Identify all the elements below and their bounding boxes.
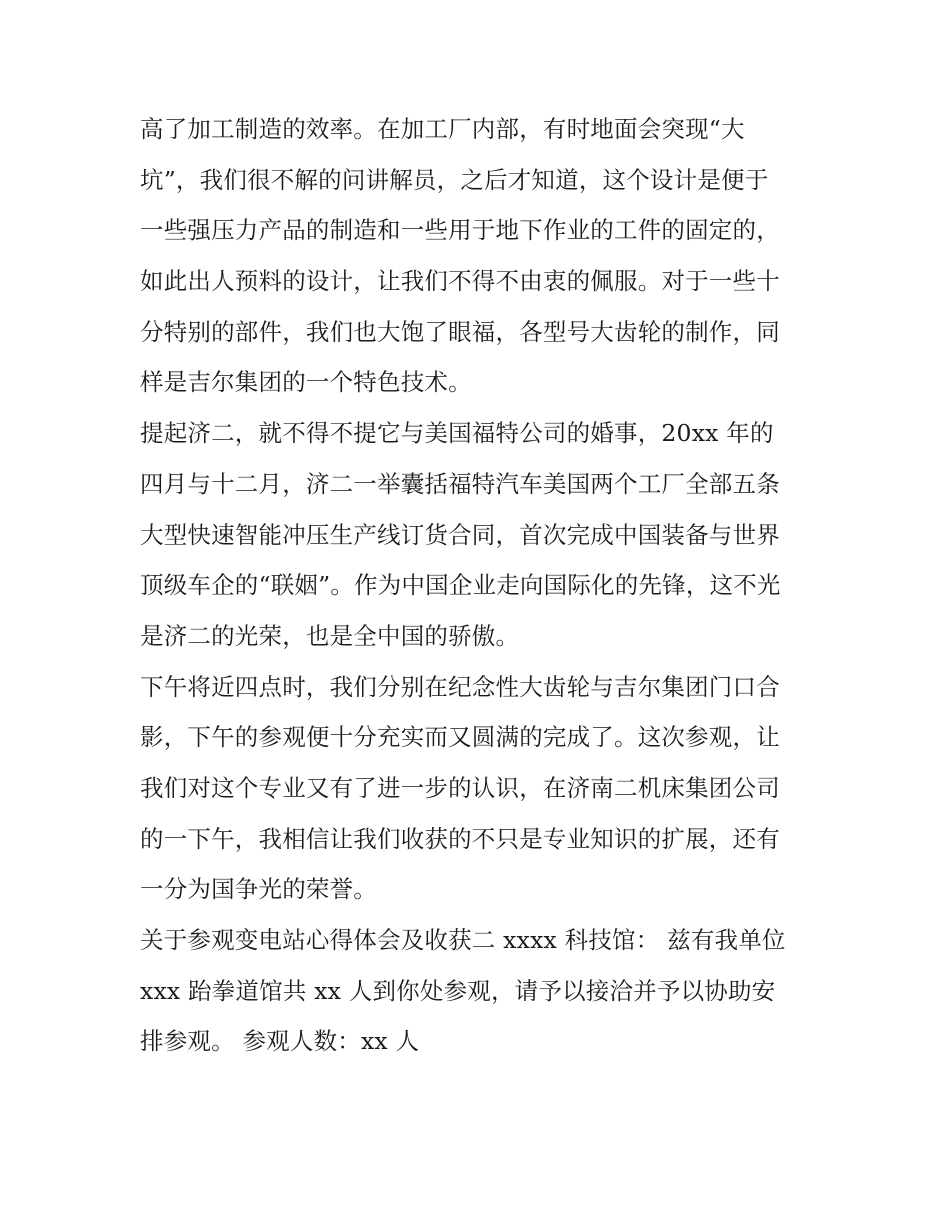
text-line: 四月与十二月，济二一举囊括福特汽车美国两个工厂全部五条 xyxy=(140,469,780,498)
text-line: xxx 跆拳道馆共 xx 人到你处参观，请予以接洽并予以协助安 xyxy=(140,976,776,1005)
paragraph-ford-contract xyxy=(140,408,820,661)
paragraph-afternoon-summary xyxy=(140,662,820,915)
paragraph-visit-letter xyxy=(140,915,820,1067)
text-line: 高了加工制造的效率。在加工厂内部，有时地面会突现“大 xyxy=(140,115,745,143)
text-line: 提起济二，就不得不提它与美国福特公司的婚事，20xx 年的 xyxy=(140,419,774,448)
text-line: 是济二的光荣，也是全中国的骄傲。 xyxy=(140,621,520,650)
text-line: 大型快速智能冲压生产线订货合同，首次完成中国装备与世界 xyxy=(140,520,780,549)
text-line: 分特别的部件，我们也大饱了眼福，各型号大齿轮的制作，同 xyxy=(140,317,780,346)
text-line: 关于参观变电站心得体会及收获二 xxxx 科技馆： 兹有我单位 xyxy=(140,926,786,954)
text-line: 的一下午，我相信让我们收获的不只是专业知识的扩展，还有 xyxy=(140,824,780,853)
paragraph-factory-tour xyxy=(140,104,820,408)
text-line: 影，下午的参观便十分充实而又圆满的完成了。这次参观，让 xyxy=(140,723,780,752)
text-line: 一分为国争光的荣誉。 xyxy=(140,875,377,904)
text-line: 一些强压力产品的制造和一些用于地下作业的工件的固定的， xyxy=(140,216,780,245)
text-line: 坑”，我们很不解的问讲解员，之后才知道，这个设计是便于 xyxy=(140,165,769,194)
text-line: 下午将近四点时，我们分别在纪念性大齿轮与吉尔集团门口合 xyxy=(140,672,780,701)
document-page xyxy=(140,104,820,1067)
text-line: 排参观。 参观人数：xx 人 xyxy=(140,1027,420,1056)
text-line: 我们对这个专业又有了进一步的认识，在济南二机床集团公司 xyxy=(140,773,780,802)
text-line: 如此出人预料的设计，让我们不得不由衷的佩服。对于一些十 xyxy=(140,267,780,296)
text-line: 顶级车企的“联姻”。作为中国企业走向国际化的先锋，这不光 xyxy=(140,571,781,600)
text-line: 样是吉尔集团的一个特色技术。 xyxy=(140,368,472,397)
